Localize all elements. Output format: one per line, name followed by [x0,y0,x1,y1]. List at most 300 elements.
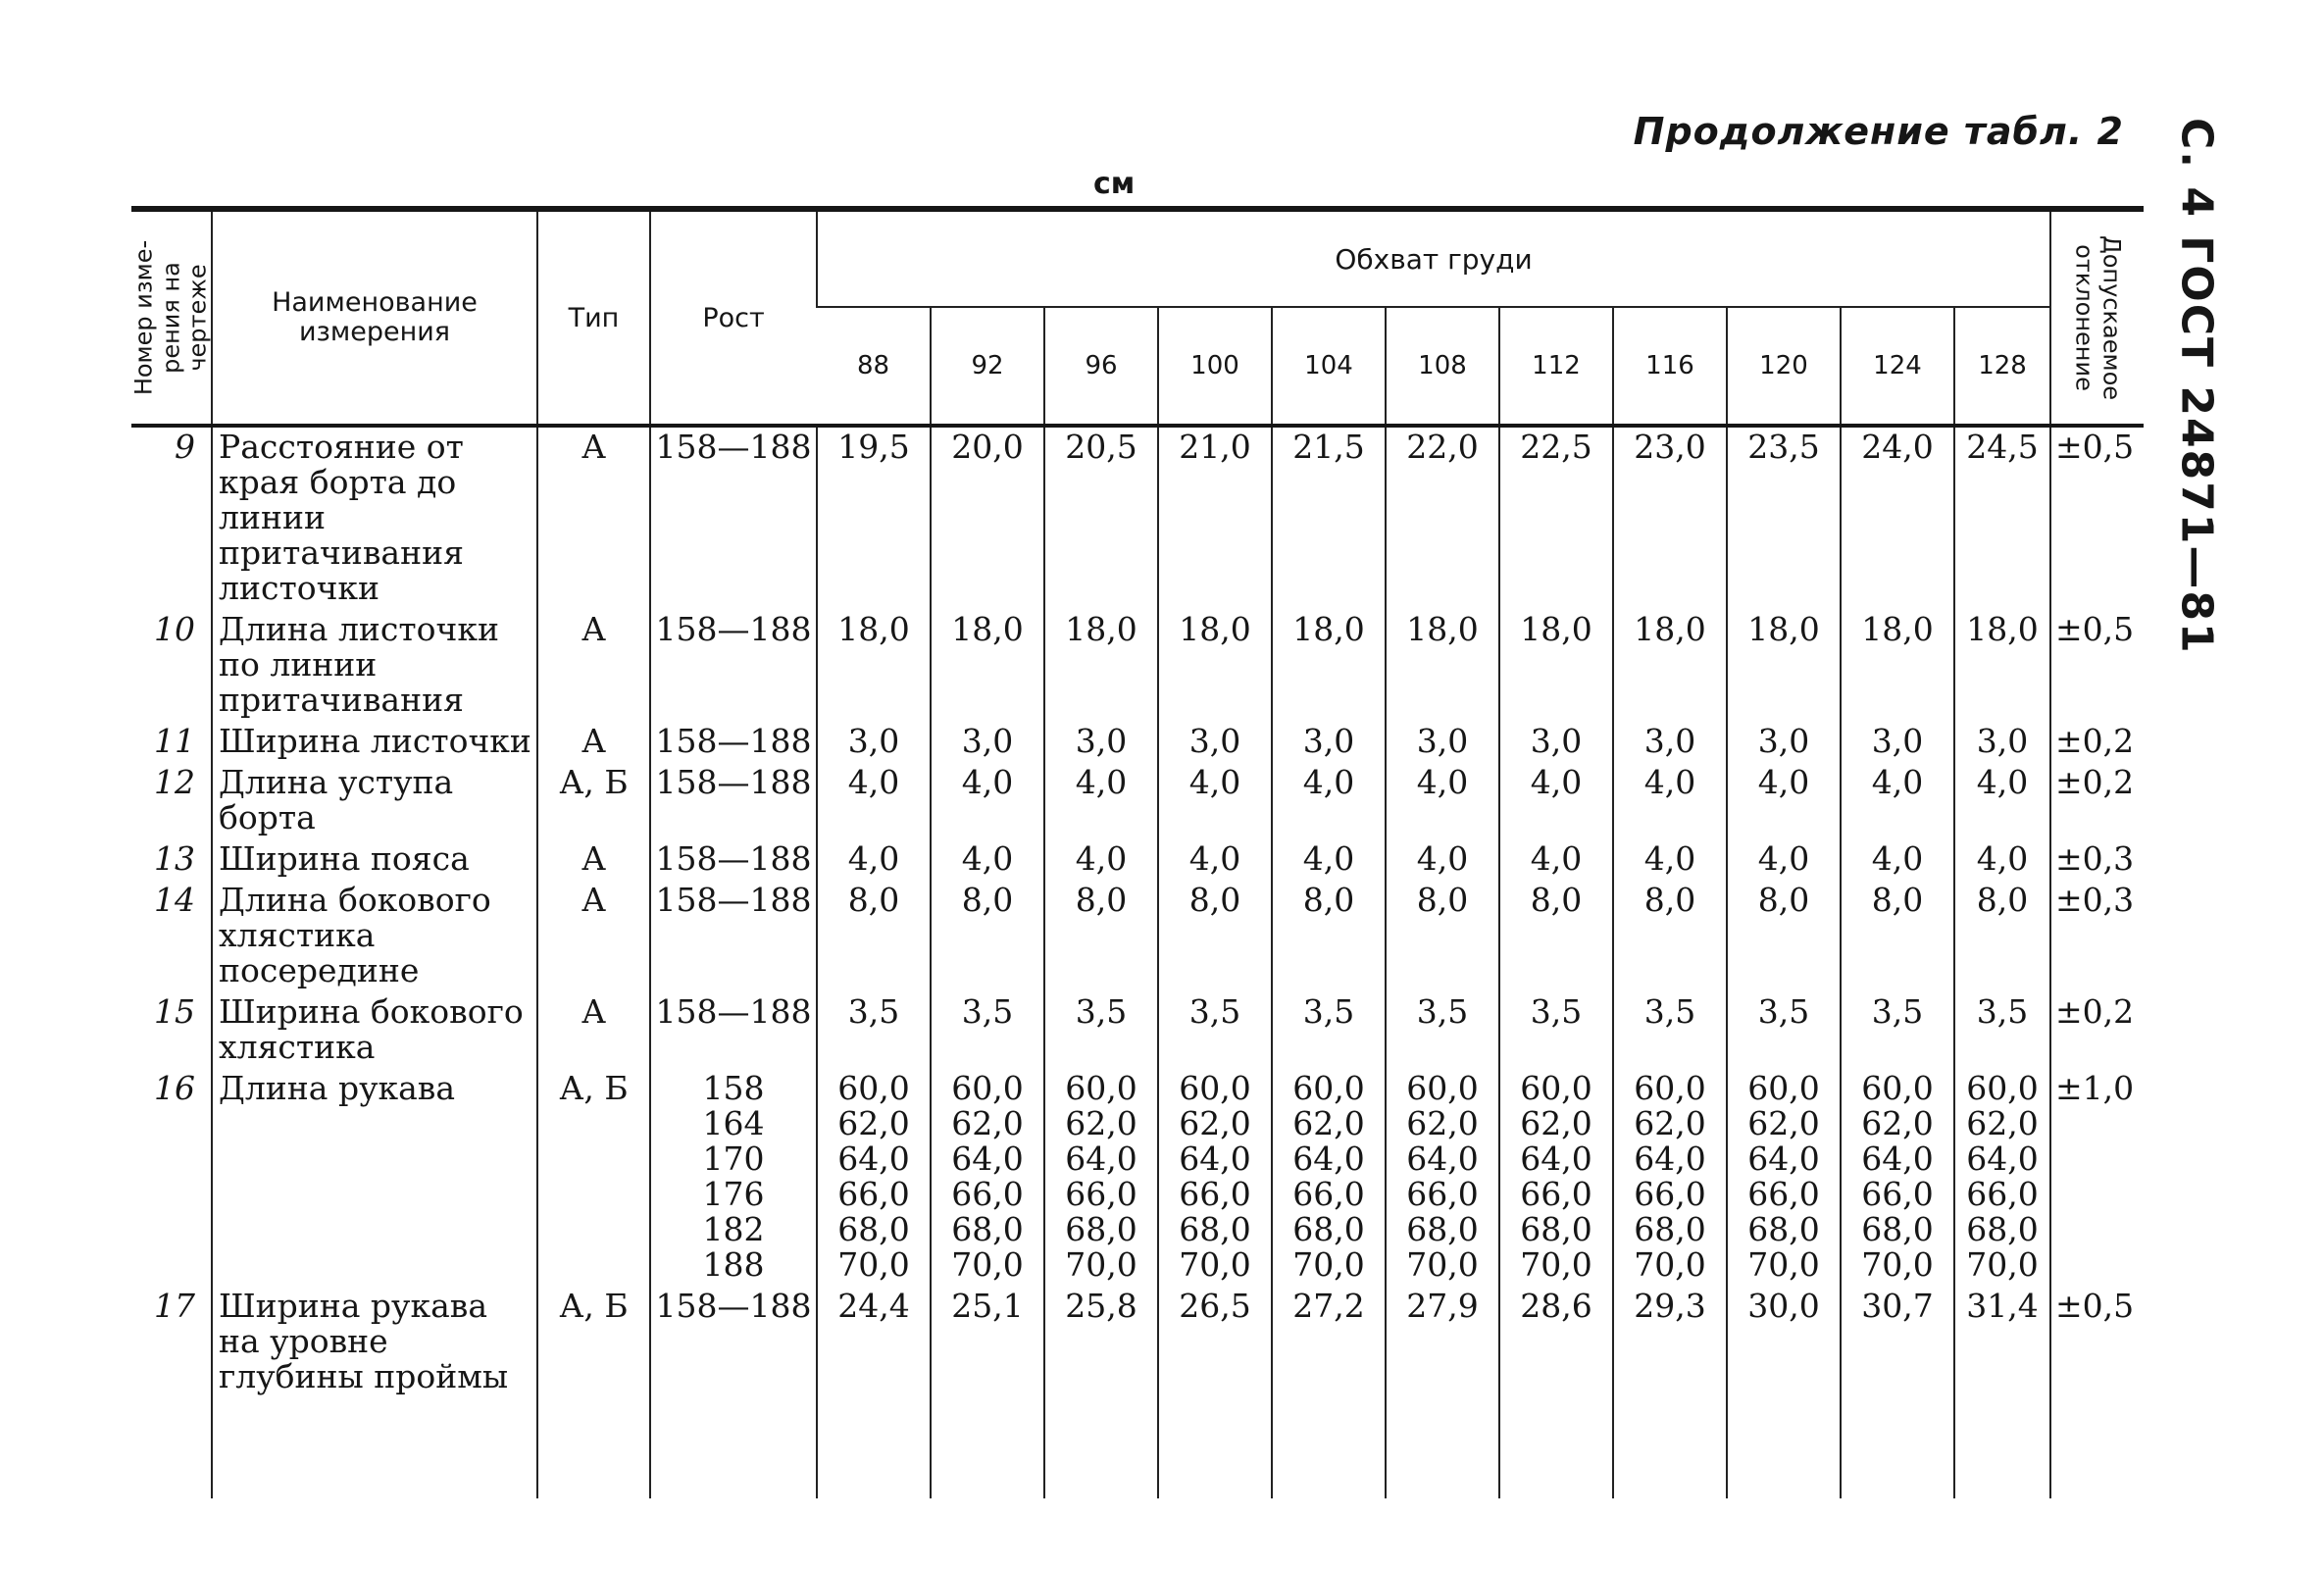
value-cell [1158,1069,1272,1287]
value: 8,0 [1871,881,1924,919]
value: 66,0 [1634,1175,1706,1213]
value: 18,0 [1179,610,1251,648]
value-cell [1499,1069,1613,1287]
value: 3,0 [1530,722,1583,760]
value-cell [1272,763,1386,839]
value-cell [1727,722,1841,763]
measure-height [650,839,817,881]
value-cell [1272,722,1386,763]
value: 4,0 [961,839,1014,878]
value-cell [1613,1069,1727,1287]
measure-number: 17 [154,1287,195,1325]
value: 66,0 [837,1175,910,1213]
value: 8,0 [961,881,1014,919]
value: 23,0 [1634,428,1706,466]
value: 68,0 [1292,1210,1365,1248]
measure-number: 15 [154,992,195,1031]
value: 60,0 [1520,1069,1592,1107]
measure-type: А [537,839,650,881]
value-cell [1841,839,1954,881]
empty-cell [212,1398,537,1498]
value: 62,0 [1406,1104,1479,1142]
value: 66,0 [1065,1175,1137,1213]
measure-type: А [537,426,650,610]
value-cell [931,426,1044,610]
value: 8,0 [1757,881,1810,919]
value: 62,0 [1179,1104,1251,1142]
value: 4,0 [1075,763,1128,801]
table-row [131,426,2144,610]
value: 3,5 [1302,992,1355,1031]
value-cell [1613,722,1727,763]
value: 66,0 [1292,1175,1365,1213]
empty-cell [1613,1398,1727,1498]
value: 3,5 [1643,992,1696,1031]
value-cell [1841,1287,1954,1398]
height-value: 158—188 [655,839,812,878]
value: 68,0 [1634,1210,1706,1248]
header-tolerance: Допускаемое отклонение [2050,209,2144,426]
measure-name: Ширина листочки [212,722,537,763]
table-row [131,992,2144,1069]
side-header-text: С. 4 ГОСТ 24871—81 [2171,118,2222,655]
value: 24,0 [1861,428,1934,466]
value: 68,0 [951,1210,1024,1248]
value-cell [931,839,1044,881]
value: 70,0 [837,1245,910,1284]
table-row [131,610,2144,722]
value-cell [1613,426,1727,610]
value: 3,0 [1302,722,1355,760]
height-value: 158—188 [655,610,812,648]
value-cell [1954,839,2050,881]
value: 20,0 [951,428,1024,466]
value: 4,0 [847,763,900,801]
value: 4,0 [847,839,900,878]
value-cell [1386,610,1499,722]
value: 8,0 [847,881,900,919]
value-cell [817,992,931,1069]
value: 18,0 [1520,610,1592,648]
value: 64,0 [1861,1140,1934,1178]
measure-height [650,610,817,722]
empty-cell [650,1398,817,1498]
value-cell [1613,839,1727,881]
tolerance-value: ±0,5 [2050,610,2144,722]
value: 3,0 [1416,722,1469,760]
value-cell [1841,881,1954,992]
value: 3,5 [1075,992,1128,1031]
value: 4,0 [1302,763,1355,801]
value: 3,5 [1530,992,1583,1031]
header-number: Номер изме- рения на чертеже [131,209,212,426]
value: 8,0 [1416,881,1469,919]
value-cell [1841,426,1954,610]
value-cell [1954,426,2050,610]
empty-cell [1841,1398,1954,1498]
value: 66,0 [1747,1175,1820,1213]
value: 3,5 [1416,992,1469,1031]
value-cell [1158,610,1272,722]
value-cell [1499,610,1613,722]
value-cell [1158,881,1272,992]
value: 70,0 [1520,1245,1592,1284]
measure-height [650,1069,817,1287]
value: 66,0 [1966,1175,2039,1213]
height-value: 170 [702,1140,765,1178]
tolerance-value: ±0,2 [2050,992,2144,1069]
height-value: 158—188 [655,1287,812,1325]
value: 3,0 [847,722,900,760]
measure-height [650,1287,817,1398]
value-cell [1499,992,1613,1069]
value-cell [1044,426,1158,610]
value-cell [1841,722,1954,763]
empty-cell [2050,1398,2144,1498]
value: 20,5 [1065,428,1137,466]
value-cell [1613,992,1727,1069]
height-value: 158 [702,1069,765,1107]
value-cell [1727,1287,1841,1398]
value: 64,0 [1179,1140,1251,1178]
value-cell [817,722,931,763]
value-cell [1158,839,1272,881]
value: 4,0 [1530,839,1583,878]
value: 29,3 [1634,1287,1706,1325]
value: 4,0 [1976,763,2029,801]
value: 22,0 [1406,428,1479,466]
value: 8,0 [1302,881,1355,919]
value-cell [1386,1287,1499,1398]
value: 18,0 [951,610,1024,648]
value: 64,0 [837,1140,910,1178]
measure-name: Длина бокового хлястика посередине [212,881,537,992]
value-cell [1954,881,2050,992]
value-cell [1044,610,1158,722]
value: 70,0 [1406,1245,1479,1284]
value: 70,0 [1179,1245,1251,1284]
value: 18,0 [1065,610,1137,648]
filler-row [131,1398,2144,1498]
value: 70,0 [1861,1245,1934,1284]
value-cell [817,426,931,610]
value: 3,5 [847,992,900,1031]
value: 24,5 [1966,428,2039,466]
empty-cell [1499,1398,1613,1498]
value: 68,0 [1179,1210,1251,1248]
value: 8,0 [1188,881,1241,919]
value: 60,0 [837,1069,910,1107]
height-value: 188 [702,1245,765,1284]
value: 60,0 [1179,1069,1251,1107]
header-chest-size: 100 [1158,307,1272,426]
value: 3,5 [1757,992,1810,1031]
value: 4,0 [1976,839,2029,878]
value: 21,0 [1179,428,1251,466]
value-cell [817,881,931,992]
measurements-table [131,206,2144,1498]
value: 22,5 [1520,428,1592,466]
side-header [2162,118,2231,655]
table-row [131,839,2144,881]
value-cell [931,992,1044,1069]
empty-cell [1727,1398,1841,1498]
value-cell [1272,1069,1386,1287]
value-cell [817,763,931,839]
value-cell [1954,1287,2050,1398]
value-cell [817,1287,931,1398]
empty-cell [1272,1398,1386,1498]
value-cell [1499,839,1613,881]
value: 70,0 [1747,1245,1820,1284]
value: 60,0 [1065,1069,1137,1107]
value: 4,0 [1757,763,1810,801]
measure-number: 12 [154,763,195,801]
value: 8,0 [1530,881,1583,919]
tolerance-value: ±0,5 [2050,1287,2144,1398]
table-row [131,1287,2144,1398]
value: 24,4 [837,1287,910,1325]
measure-type: А [537,722,650,763]
value-cell [1044,722,1158,763]
height-value: 182 [702,1210,765,1248]
value: 66,0 [1179,1175,1251,1213]
value: 60,0 [1966,1069,2039,1107]
value-cell [1954,992,2050,1069]
value: 25,8 [1065,1287,1137,1325]
value: 4,0 [1871,763,1924,801]
value: 62,0 [1634,1104,1706,1142]
value-cell [1954,722,2050,763]
value-cell [931,722,1044,763]
table-row [131,722,2144,763]
value: 60,0 [1292,1069,1365,1107]
value: 27,2 [1292,1287,1365,1325]
value: 70,0 [1966,1245,2039,1284]
value: 68,0 [837,1210,910,1248]
value: 18,0 [1861,610,1934,648]
measure-height [650,881,817,992]
value-cell [1499,1287,1613,1398]
value-cell [1727,763,1841,839]
header-chest-size: 88 [817,307,931,426]
value: 64,0 [1520,1140,1592,1178]
value: 4,0 [1871,839,1924,878]
value: 3,0 [1643,722,1696,760]
value: 3,5 [1871,992,1924,1031]
value-cell [1954,763,2050,839]
measure-type: А, Б [537,1069,650,1287]
value-cell [1044,881,1158,992]
empty-cell [1954,1398,2050,1498]
value-cell [1044,1287,1158,1398]
value: 25,1 [951,1287,1024,1325]
empty-cell [537,1398,650,1498]
value-cell [1386,992,1499,1069]
value: 3,5 [1188,992,1241,1031]
tolerance-value: ±0,3 [2050,881,2144,992]
value: 26,5 [1179,1287,1251,1325]
value: 68,0 [1861,1210,1934,1248]
value: 66,0 [1406,1175,1479,1213]
height-value: 158—188 [655,881,812,919]
value-cell [1613,1287,1727,1398]
measure-type: А [537,881,650,992]
value: 62,0 [1520,1104,1592,1142]
value: 70,0 [1065,1245,1137,1284]
value: 62,0 [1292,1104,1365,1142]
empty-cell [817,1398,931,1498]
measure-number: 9 [175,428,195,466]
value: 64,0 [951,1140,1024,1178]
value: 70,0 [1634,1245,1706,1284]
value: 18,0 [1634,610,1706,648]
value: 31,4 [1966,1287,2039,1325]
measure-type: А, Б [537,1287,650,1398]
value-cell [1386,1069,1499,1287]
measure-name: Ширина рукава на уровне глубины проймы [212,1287,537,1398]
value-cell [931,763,1044,839]
value-cell [817,610,931,722]
value: 4,0 [1188,763,1241,801]
measure-name: Ширина бокового хлястика [212,992,537,1069]
value-cell [1272,1287,1386,1398]
value-cell [1044,839,1158,881]
header-chest-size: 120 [1727,307,1841,426]
value-cell [1499,722,1613,763]
value-cell [1841,1069,1954,1287]
value: 64,0 [1065,1140,1137,1178]
measure-name: Длина уступа борта [212,763,537,839]
value-cell [1841,763,1954,839]
value-cell [1954,610,2050,722]
value: 18,0 [1292,610,1365,648]
value-cell [1272,610,1386,722]
value-cell [1841,992,1954,1069]
value: 3,0 [1188,722,1241,760]
measure-number: 14 [154,881,195,919]
value-cell [1727,839,1841,881]
height-value: 158—188 [655,428,812,466]
tolerance-value: ±0,2 [2050,763,2144,839]
measure-name: Расстояние от края борта до линии притачивания листочки [212,426,537,610]
value-cell [1499,881,1613,992]
table-row [131,881,2144,992]
header-chest-size: 92 [931,307,1044,426]
value-cell [1499,426,1613,610]
value-cell [1158,426,1272,610]
value: 3,0 [1757,722,1810,760]
value: 60,0 [1634,1069,1706,1107]
value: 62,0 [837,1104,910,1142]
measure-number: 16 [154,1069,195,1107]
value-cell [1272,992,1386,1069]
value-cell [931,881,1044,992]
value: 62,0 [1966,1104,2039,1142]
measure-number: 11 [154,722,195,760]
value: 62,0 [1747,1104,1820,1142]
value-cell [1386,426,1499,610]
value: 62,0 [1861,1104,1934,1142]
empty-cell [1158,1398,1272,1498]
table-row [131,763,2144,839]
header-row-1 [131,209,2144,307]
empty-cell [131,1398,212,1498]
value: 8,0 [1976,881,2029,919]
value: 4,0 [1643,839,1696,878]
value-cell [1386,881,1499,992]
value: 68,0 [1406,1210,1479,1248]
value: 70,0 [951,1245,1024,1284]
value: 21,5 [1292,428,1365,466]
value: 8,0 [1075,881,1128,919]
value: 3,0 [961,722,1014,760]
header-chest-size: 112 [1499,307,1613,426]
value: 3,0 [1871,722,1924,760]
value: 3,0 [1976,722,2029,760]
tolerance-value: ±1,0 [2050,1069,2144,1287]
value-cell [1158,1287,1272,1398]
value-cell [1044,763,1158,839]
value-cell [1158,763,1272,839]
header-chest-size: 96 [1044,307,1158,426]
value-cell [1727,1069,1841,1287]
continuation-label: Продолжение табл. 2 [1633,110,2124,153]
value-cell [1613,763,1727,839]
value-cell [1386,763,1499,839]
value: 64,0 [1292,1140,1365,1178]
header-height: Рост [650,209,817,426]
value: 64,0 [1634,1140,1706,1178]
measure-name: Длина рукава [212,1069,537,1287]
height-value: 176 [702,1175,765,1213]
value-cell [1499,763,1613,839]
header-chest: Обхват груди [817,209,2050,307]
value-cell [1158,992,1272,1069]
measure-type: А [537,992,650,1069]
value: 23,5 [1747,428,1820,466]
value: 3,0 [1075,722,1128,760]
measure-height [650,426,817,610]
value: 4,0 [1416,839,1469,878]
measure-number: 10 [154,610,195,648]
empty-cell [1044,1398,1158,1498]
value: 68,0 [1520,1210,1592,1248]
value: 30,7 [1861,1287,1934,1325]
header-chest-size: 104 [1272,307,1386,426]
value: 66,0 [1861,1175,1934,1213]
value: 19,5 [837,428,910,466]
value-cell [817,839,931,881]
header-name: Наименование измерения [212,209,537,426]
measure-type: А, Б [537,763,650,839]
value-cell [1841,610,1954,722]
header-chest-size: 108 [1386,307,1499,426]
value-cell [817,1069,931,1287]
value: 18,0 [1747,610,1820,648]
value: 28,6 [1520,1287,1592,1325]
value: 68,0 [1065,1210,1137,1248]
value: 60,0 [1747,1069,1820,1107]
value: 62,0 [951,1104,1024,1142]
value-cell [1044,992,1158,1069]
value: 70,0 [1292,1245,1365,1284]
empty-cell [1386,1398,1499,1498]
measure-name: Ширина пояса [212,839,537,881]
value: 30,0 [1747,1287,1820,1325]
value: 66,0 [1520,1175,1592,1213]
value: 27,9 [1406,1287,1479,1325]
